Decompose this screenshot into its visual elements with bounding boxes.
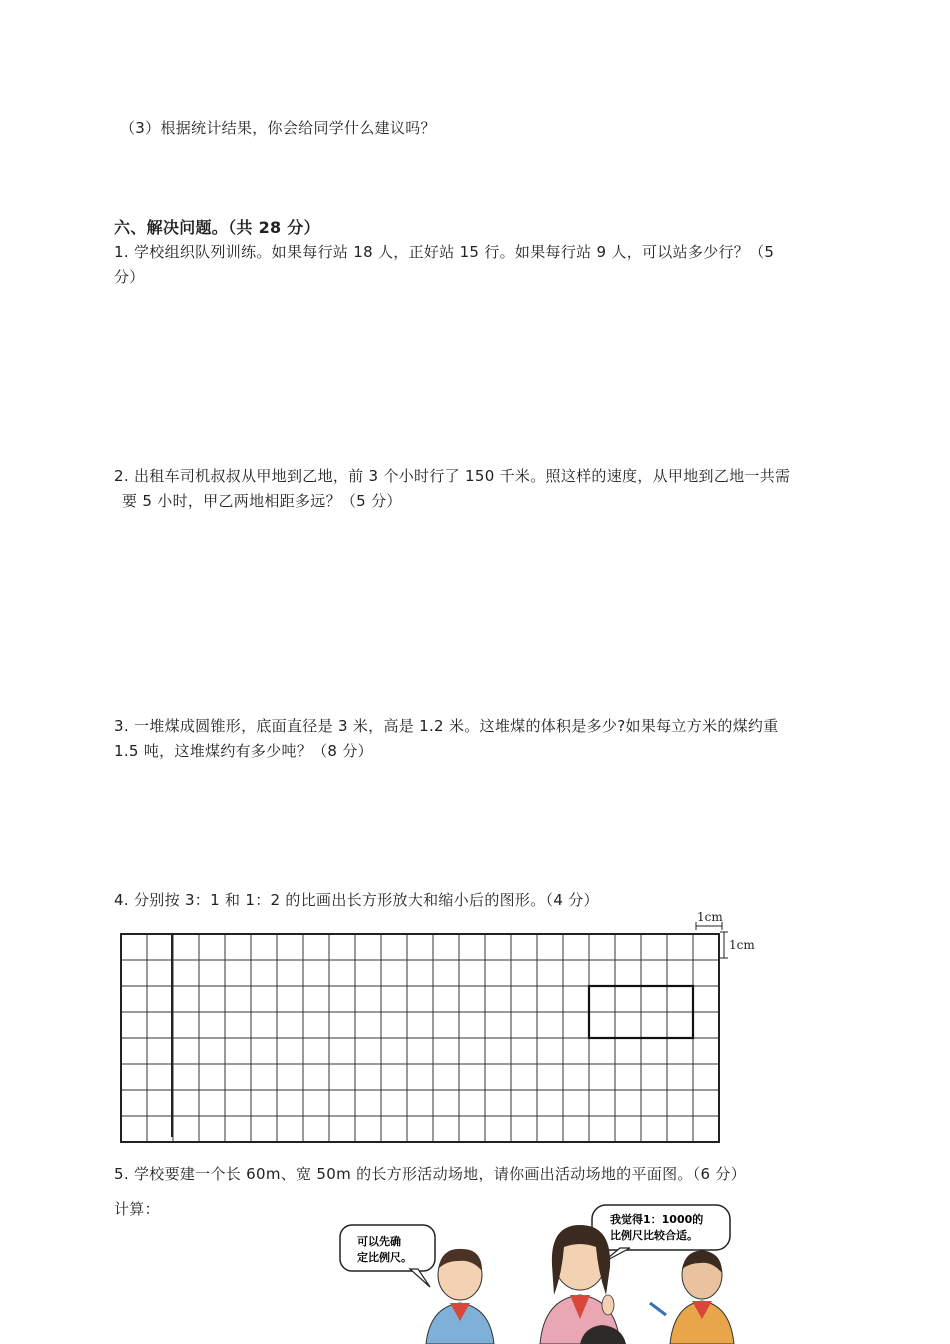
question-2-line1: 2. 出租车司机叔叔从甲地到乙地，前 3 个小时行了 150 千米。照这样的速度，从甲地到乙地一共需: [114, 467, 791, 485]
grid-scale-label-right: 1cm: [729, 938, 755, 952]
question-4: 4. 分别按 3：1 和 1：2 的比画出长方形放大和缩小后的图形。（4 分）: [114, 891, 599, 909]
question-1-line2: 分）: [114, 268, 145, 286]
calculation-label: 计算：: [114, 1200, 160, 1218]
question-5-3: （3）根据统计结果，你会给同学什么建议吗？: [120, 119, 436, 137]
speech-bubble-left: [340, 1225, 435, 1287]
question-5: 5. 学校要建一个长 60m、宽 50m 的长方形活动场地，请你画出活动场地的平面图。（6 分）: [114, 1165, 746, 1183]
section-6-heading: 六、解决问题。（共 28 分）: [114, 218, 320, 237]
bubble-right-line2: 比例尺比较合适。: [610, 1229, 698, 1242]
drawing-grid: [120, 933, 730, 1145]
grid-scale-label-top: 1cm: [697, 910, 723, 924]
question-3-line2: 1.5 吨，这堆煤约有多少吨？（8 分）: [114, 742, 373, 760]
bubble-left-line2: 定比例尺。: [357, 1251, 412, 1264]
question-3-line1: 3. 一堆煤成圆锥形，底面直径是 3 米，高是 1.2 米。这堆煤的体积是多少?如果每立方米的煤约重: [114, 717, 779, 735]
bubble-left-line1: 可以先确: [357, 1235, 401, 1248]
bubble-right-line1: 我觉得1：1000的: [610, 1213, 704, 1226]
boy-left-figure: [426, 1249, 494, 1344]
question-2-line2: 要 5 小时，甲乙两地相距多远？（5 分）: [122, 492, 402, 510]
students-illustration: [330, 1195, 750, 1344]
boy-right-figure: [650, 1251, 734, 1344]
question-1-line1: 1. 学校组织队列训练。如果每行站 18 人，正好站 15 行。如果每行站 9 人，可以站多少行？（5: [114, 243, 775, 261]
scale-marker: [693, 920, 733, 960]
